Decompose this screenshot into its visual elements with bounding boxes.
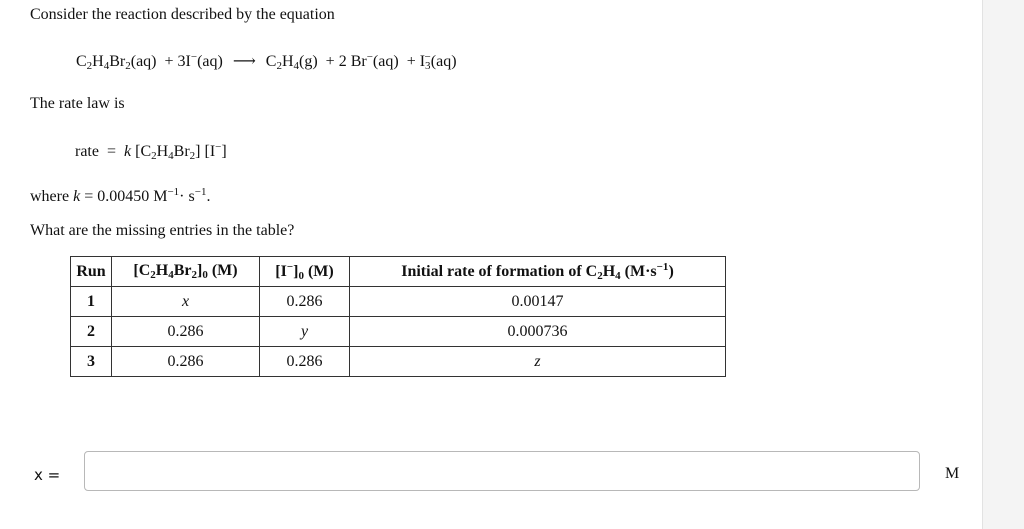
plus-sign: + 3: [160, 53, 186, 70]
conc1-cell: 0.286: [112, 347, 260, 377]
rate-law-intro: The rate law is: [30, 95, 125, 112]
conc2-cell: 0.286: [260, 287, 350, 317]
reaction-equation: [76, 51, 457, 72]
run-cell: 2: [71, 317, 112, 347]
intro-text: Consider the reaction described by the equation: [30, 6, 335, 23]
header-initial-rate: Initial rate of formation of $C_2H_4$ $(M\cdot s^{-1})$: [350, 257, 726, 287]
run-cell: 1: [71, 287, 112, 317]
table-row: [71, 317, 726, 347]
product-1: $C_2H_4(g)$: [265, 53, 318, 72]
table-header-row: [71, 257, 726, 287]
rate-cell: 0.00147: [350, 287, 726, 317]
conc1-cell: x: [112, 287, 260, 317]
table-row: [71, 287, 726, 317]
rate-law: rate = k $[C_2H_4Br_2]$ [I−]: [75, 141, 227, 162]
run-cell: 3: [71, 347, 112, 377]
reactant-2: I−(aq): [185, 51, 223, 70]
header-c2h4br2-concentration: $[C_2H_4Br_2]_0$ (M): [112, 257, 260, 287]
header-run: Run: [71, 257, 112, 287]
rate-data-table: [70, 256, 726, 377]
reactant-1: $C_2H_4Br_2(aq)$: [76, 53, 157, 72]
header-iodide-concentration: $[I^-]_0$ (M): [260, 257, 350, 287]
conc2-cell: 0.286: [260, 347, 350, 377]
product-2: Br−(aq): [350, 51, 399, 70]
table-row: [71, 347, 726, 377]
conc1-cell: 0.286: [112, 317, 260, 347]
question-text: What are the missing entries in the table?: [30, 222, 295, 239]
rate-cell: 0.000736: [350, 317, 726, 347]
reaction-arrow: ⟶: [232, 53, 256, 70]
rate-constant-statement: where k = 0.00450 $M^{-1}\cdot s^{-1}$.: [30, 186, 211, 205]
answer-unit: M: [945, 465, 960, 482]
rate-cell: z: [350, 347, 726, 377]
answer-label: x =: [34, 466, 61, 484]
answer-x-input[interactable]: [84, 451, 920, 491]
plus-sign: + 2: [321, 53, 347, 70]
product-3: $I_3^-(aq)$: [419, 51, 457, 72]
conc2-cell: y: [260, 317, 350, 347]
plus-sign: +: [402, 53, 416, 70]
